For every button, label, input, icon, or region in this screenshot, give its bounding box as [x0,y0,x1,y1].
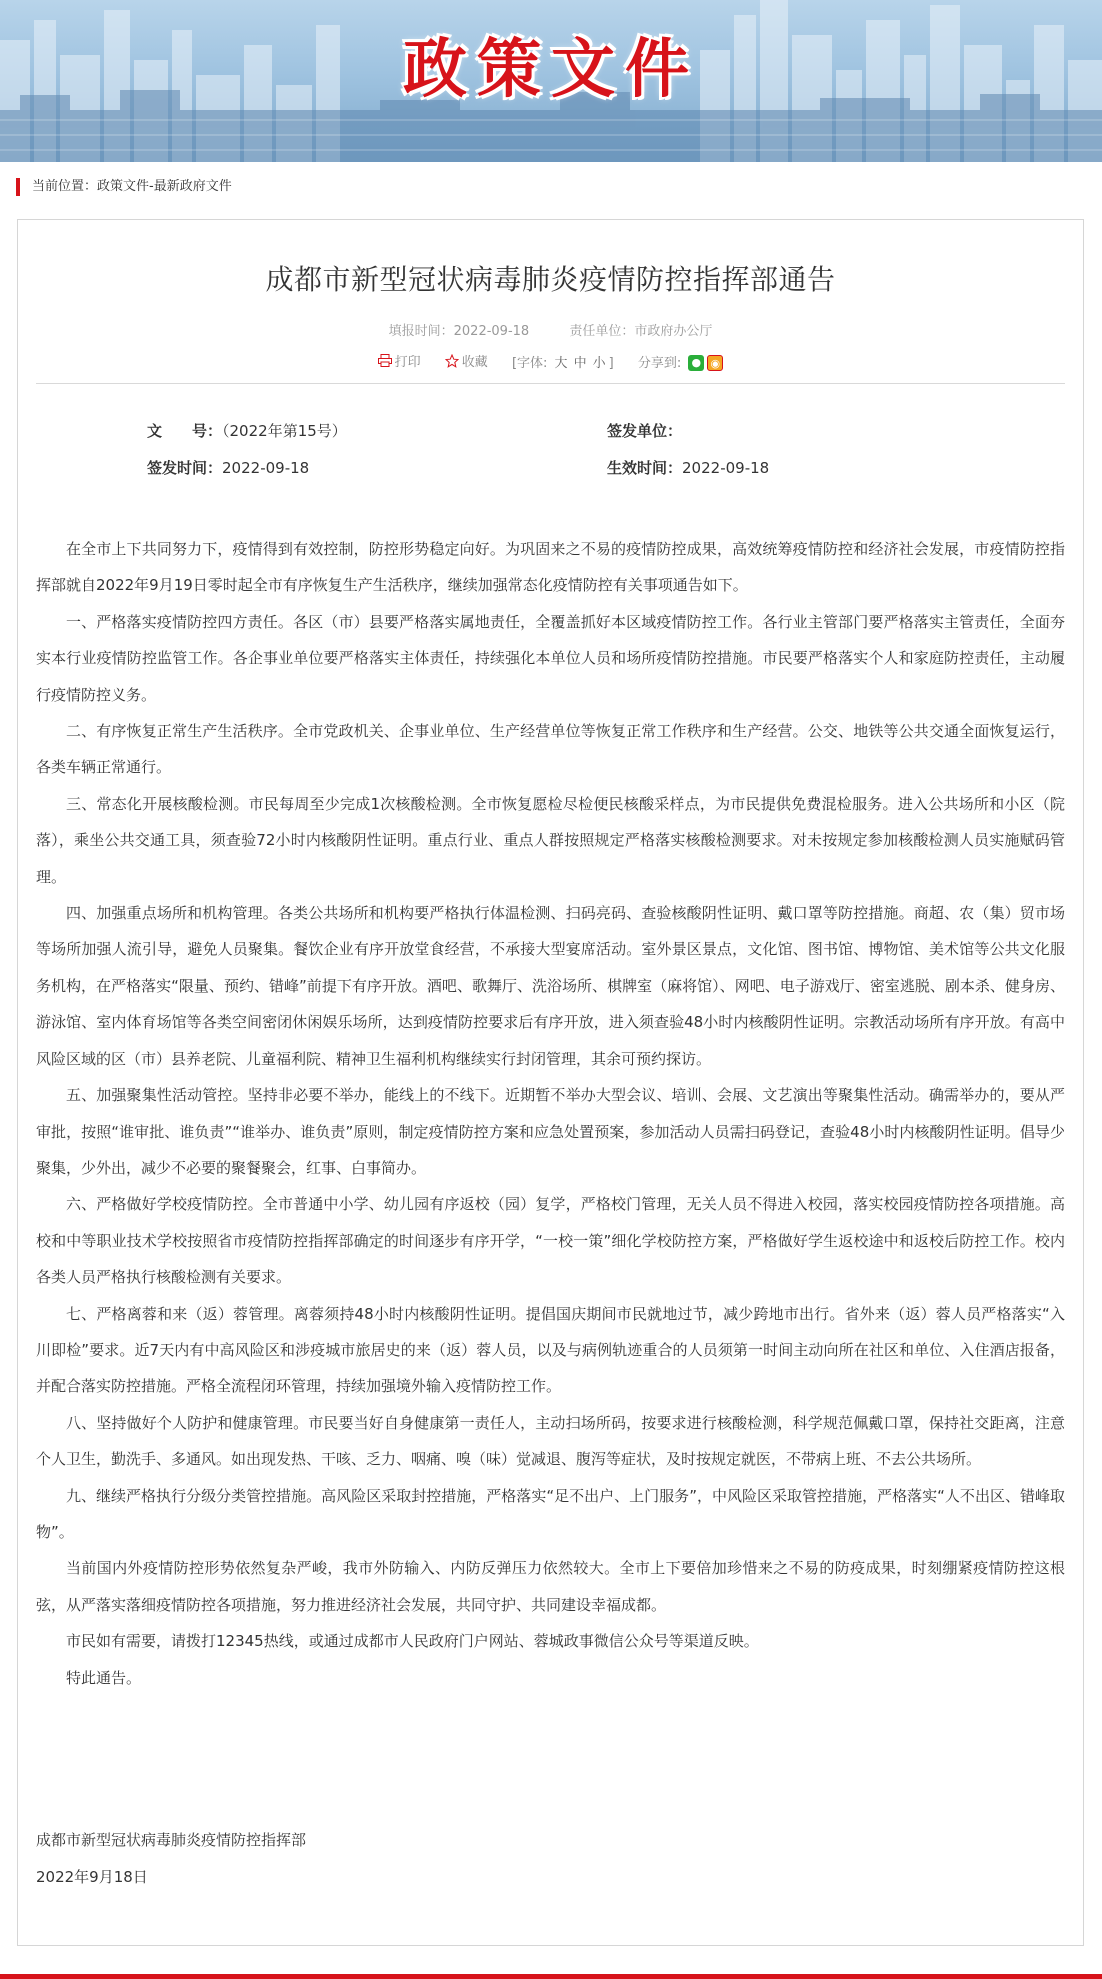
paragraph: 八、坚持做好个人防护和健康管理。市民要当好自身健康第一责任人，主动扫场所码，按要求进行核酸检测，科学规范佩戴口罩，保持社交距离，注意个人卫生，勤洗手、多通风。如出现发热、干咳、乏力、咽痛、嗅（味）觉减退、腹泻等症状，及时按规定就医，不带病上班、不去公共场所。 [36,1413,1065,1469]
issuer-label: 签发单位： [607,422,683,440]
font-label: [字体: [511,355,548,371]
paragraph: 六、严格做好学校疫情防控。全市普通中小学、幼儿园有序返校（园）复学，严格校门管理，无关人员不得进入校园，落实校园疫情防控各项措施。高校和中等职业技术学校按照省市疫情防控指挥部确定的时间逐步有序开学，“一校一策”细化学校防控方案，严格做好学生返校途中和返校后防控工作。校内各类人员严格执行核酸检测有关要求。 [36,1195,1065,1287]
paragraph: 特此通告。 [66,1668,142,1687]
wechat-icon[interactable]: ● [688,355,704,371]
doc-number-value: （2022年第15号） [222,422,347,440]
paragraph: 二、有序恢复正常生产生活秩序。全市党政机关、企事业单位、生产经营单位等恢复正常工作秩序和生产经营。公交、地铁等公共交通全面恢复运行，各类车辆正常通行。 [36,722,1065,777]
divider [36,383,1065,384]
paragraph: 四、加强重点场所和机构管理。各类公共场所和机构要严格执行体温检测、扫码亮码、查验核酸阴性证明、戴口罩等防控措施。商超、农（集）贸市场等场所加强人流引导，避免人员聚集。餐饮企业有序开放堂食经营，不承接大型宴席活动。室外景区景点，文化馆、图书馆、博物馆、美术馆等公共文化服务机构，在严格落实“限量、预约、错峰”前提下有序开放。酒吧、歌舞厅、洗浴场所、棋牌室（麻将馆）、网吧、电子游戏厅、密室逃脱、剧本杀、健身房、游泳馆、室内体育场馆等各类空间密闭休闲娱乐场所，达到疫情防控要求后有序开放，进入须查验48小时内核酸阴性证明。宗教活动场所有序开放。有高中风险区域的区（市）县养老院、儿童福利院、精神卫生福利机构继续实行封闭管理，其余可预约探访。 [36,904,1065,1068]
doc-number-label: 文 号： [147,422,223,440]
article-container [17,219,1084,1946]
signature-date: 2022年9月18日 [36,1868,148,1886]
article-title: 成都市新型冠状病毒肺炎疫情防控指挥部通告 [265,263,836,296]
paragraph: 九、继续严格执行分级分类管控措施。高风险区采取封控措施，严格落实“足不出户、上门服务”，中风险区采取管控措施，严格落实“人不出区、错峰取物”。 [36,1486,1065,1541]
paragraph: 在全市上下共同努力下，疫情得到有效控制，防控形势稳定向好。为巩固来之不易的疫情防控成果，高效统筹疫情防控和经济社会发展，市疫情防控指挥部就自2022年9月19日零时起全市有序恢复生产生活秩序，继续加强常态化疫情防控有关事项通告如下。 [36,540,1065,595]
star-icon [445,354,459,372]
paragraph: 市民如有需要，请拨打12345热线，或通过成都市人民政府门户网站、蓉城政事微信公众号等渠道反映。 [66,1632,759,1651]
issue-time [147,457,309,478]
weibo-icon[interactable]: ◉ [707,355,723,371]
banner [0,0,1102,162]
favorite-button[interactable] [445,351,488,372]
paragraph: 一、严格落实疫情防控四方责任。各区（市）县要严格落实属地责任，全覆盖抓好本区域疫情防控工作。各行业主管部门要严格落实主管责任，全面夯实本行业疫情防控监管工作。各企事业单位要严格落实主体责任，持续强化本单位人员和场所疫情防控措施。市民要严格落实个人和家庭防控责任，主动履行疫情防控义务。 [36,612,1065,704]
banner-title: 政策文件 [403,32,699,107]
effective-time-value: 2022-09-18 [682,459,770,477]
font-small-link[interactable]: 小 [592,355,606,371]
printer-icon [378,354,392,371]
share-label: 分享到: [637,355,682,371]
issue-time-value: 2022-09-18 [222,459,310,477]
signature-org: 成都市新型冠状病毒肺炎疫情防控指挥部 [36,1831,307,1849]
responsible-unit: 责任单位：市政府办公厅 [569,324,713,339]
print-button[interactable] [378,351,421,371]
issue-time-label: 签发时间： [147,459,223,477]
font-medium-link[interactable]: 中 [573,355,587,371]
font-close-bracket: ] [608,355,614,371]
breadcrumb-label: 当前位置： [32,179,98,194]
issuer [607,420,682,441]
doc-number [147,420,347,441]
font-size-switcher [512,352,614,371]
print-label: 打印 [394,355,421,371]
paragraph: 七、严格离蓉和来（返）蓉管理。离蓉须持48小时内核酸阴性证明。提倡国庆期间市民就地过节，减少跨地市出行。省外来（返）蓉人员严格落实“入川即检”要求。近7天内有中高风险区和涉疫城市旅居史的来（返）蓉人员，以及与病例轨迹重合的人员须第一时间主动向所在社区和单位、入住酒店报备，并配合落实防控措施。严格全流程闭环管理，持续加强境外输入疫情防控工作。 [36,1304,1065,1396]
breadcrumb [16,178,232,196]
share-group [638,352,724,372]
breadcrumb-path-link[interactable]: 政策文件-最新政府文件 [97,179,232,194]
effective-time-label: 生效时间： [607,459,683,477]
favorite-label: 收藏 [461,355,488,370]
article-body [36,531,1065,1696]
font-large-link[interactable]: 大 [554,355,568,371]
article-meta [18,320,1083,339]
paragraph: 三、常态化开展核酸检测。市民每周至少完成1次核酸检测。全市恢复愿检尽检便民核酸采样点，为市民提供免费混检服务。进入公共场所和小区（院落），乘坐公共交通工具，须查验72小时内核酸阴性证明。重点行业、重点人群按照规定严格落实核酸检测要求。对未按规定参加核酸检测人员实施赋码管理。 [36,794,1065,886]
fill-time: 填报时间：2022-09-18 [388,324,530,339]
effective-time [607,457,769,478]
footer-accent-bar [0,1974,1102,1979]
paragraph: 五、加强聚集性活动管控。坚持非必要不举办，能线上的不线下。近期暂不举办大型会议、培训、会展、文艺演出等聚集性活动。确需举办的，要从严审批，按照“谁审批、谁负责”“谁举办、谁负责”原则，制定疫情防控方案和应急处置预案，参加活动人员需扫码登记，查验48小时内核酸阴性证明。倡导少聚集，少外出，减少不必要的聚餐聚会，红事、白事简办。 [36,1086,1065,1177]
paragraph: 当前国内外疫情防控形势依然复杂严峻，我市外防输入、内防反弹压力依然较大。全市上下要倍加珍惜来之不易的防疫成果，时刻绷紧疫情防控这根弦，从严落实落细疫情防控各项措施，努力推进经济社会发展，共同守护、共同建设幸福成都。 [36,1559,1065,1614]
article-toolbar [18,351,1083,372]
